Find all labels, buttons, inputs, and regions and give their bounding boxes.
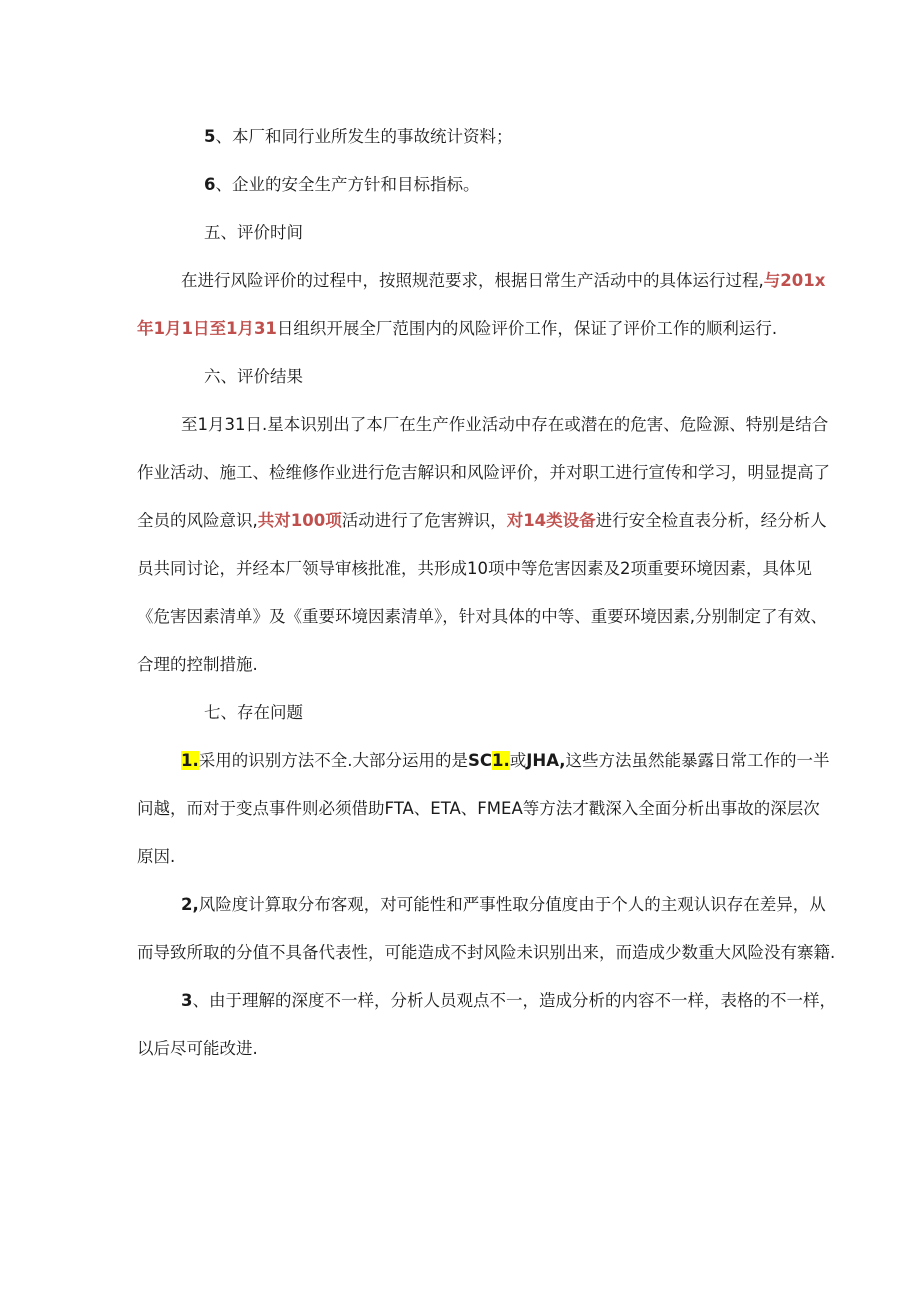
problem-3-line-1: 3、由于理解的深度不一样，分析人员观点不一，造成分析的内容不一样，表格的不一样， xyxy=(181,991,836,1010)
problem-1-line-3: 原因. xyxy=(137,847,176,866)
result-para-line-6: 合理的控制措施. xyxy=(137,655,258,674)
result-para-line-1: 至1月31日.星本识别出了本厂在生产作业活动中存在或潜在的危害、危险源、特别是结合 xyxy=(181,415,829,434)
result-para-line-2: 作业活动、施工、检维修作业进行危吉解识和风险评价，并对职工进行宣传和学习，明显提高了 xyxy=(137,463,830,482)
item-5: 5、本厂和同行业所发生的事故统计资料； xyxy=(204,127,513,146)
problem-2-line-1: 2,风险度计算取分布客观，对可能性和严事性取分值度由于个人的主观认识存在差异，从 xyxy=(181,895,826,914)
section-title-time: 五、评价时间 xyxy=(204,223,303,242)
result-para-line-3: 全员的风险意识,共对100项活动进行了危害辨识，对14类设备进行安全检直表分析，经分析人 xyxy=(137,511,827,530)
section-title-result: 六、评价结果 xyxy=(204,367,303,386)
result-para-line-5: 《危害因素清单》及《重要环境因素清单》，针对具体的中等、重要环境因素,分别制定了有效、 xyxy=(137,607,827,626)
section-title-problems: 七、存在问题 xyxy=(204,703,303,722)
problem-2-line-2: 而导致所取的分值不具备代表性，可能造成不封风险未识别出来，而造成少数重大风险没有寨籍. xyxy=(137,943,836,962)
problem-1-line-1: 1.采用的识别方法不全.大部分运用的是SC1.或JHA,这些方法虽然能暴露日常工作的一半 xyxy=(181,751,830,770)
item-6: 6、企业的安全生产方针和目标指标。 xyxy=(204,175,480,194)
time-para-line-2: 年1月1日至1月31日组织开展全厂范围内的风险评价工作，保证了评价工作的顺利运行. xyxy=(137,319,778,338)
time-para-line-1: 在进行风险评价的过程中，按照规范要求，根据日常生产活动中的具体运行过程,与201x xyxy=(181,271,826,290)
problem-1-line-2: 问越，而对于变点事件则必须借助FTA、ETA、FMEA等方法才戳深入全面分析出事故的深层次 xyxy=(137,799,820,818)
problem-3-line-2: 以后尽可能改进. xyxy=(137,1039,258,1058)
result-para-line-4: 员共同讨论，并经本厂领导审核批准，共形成10项中等危害因素及2项重要环境因素，具体见 xyxy=(137,559,812,578)
